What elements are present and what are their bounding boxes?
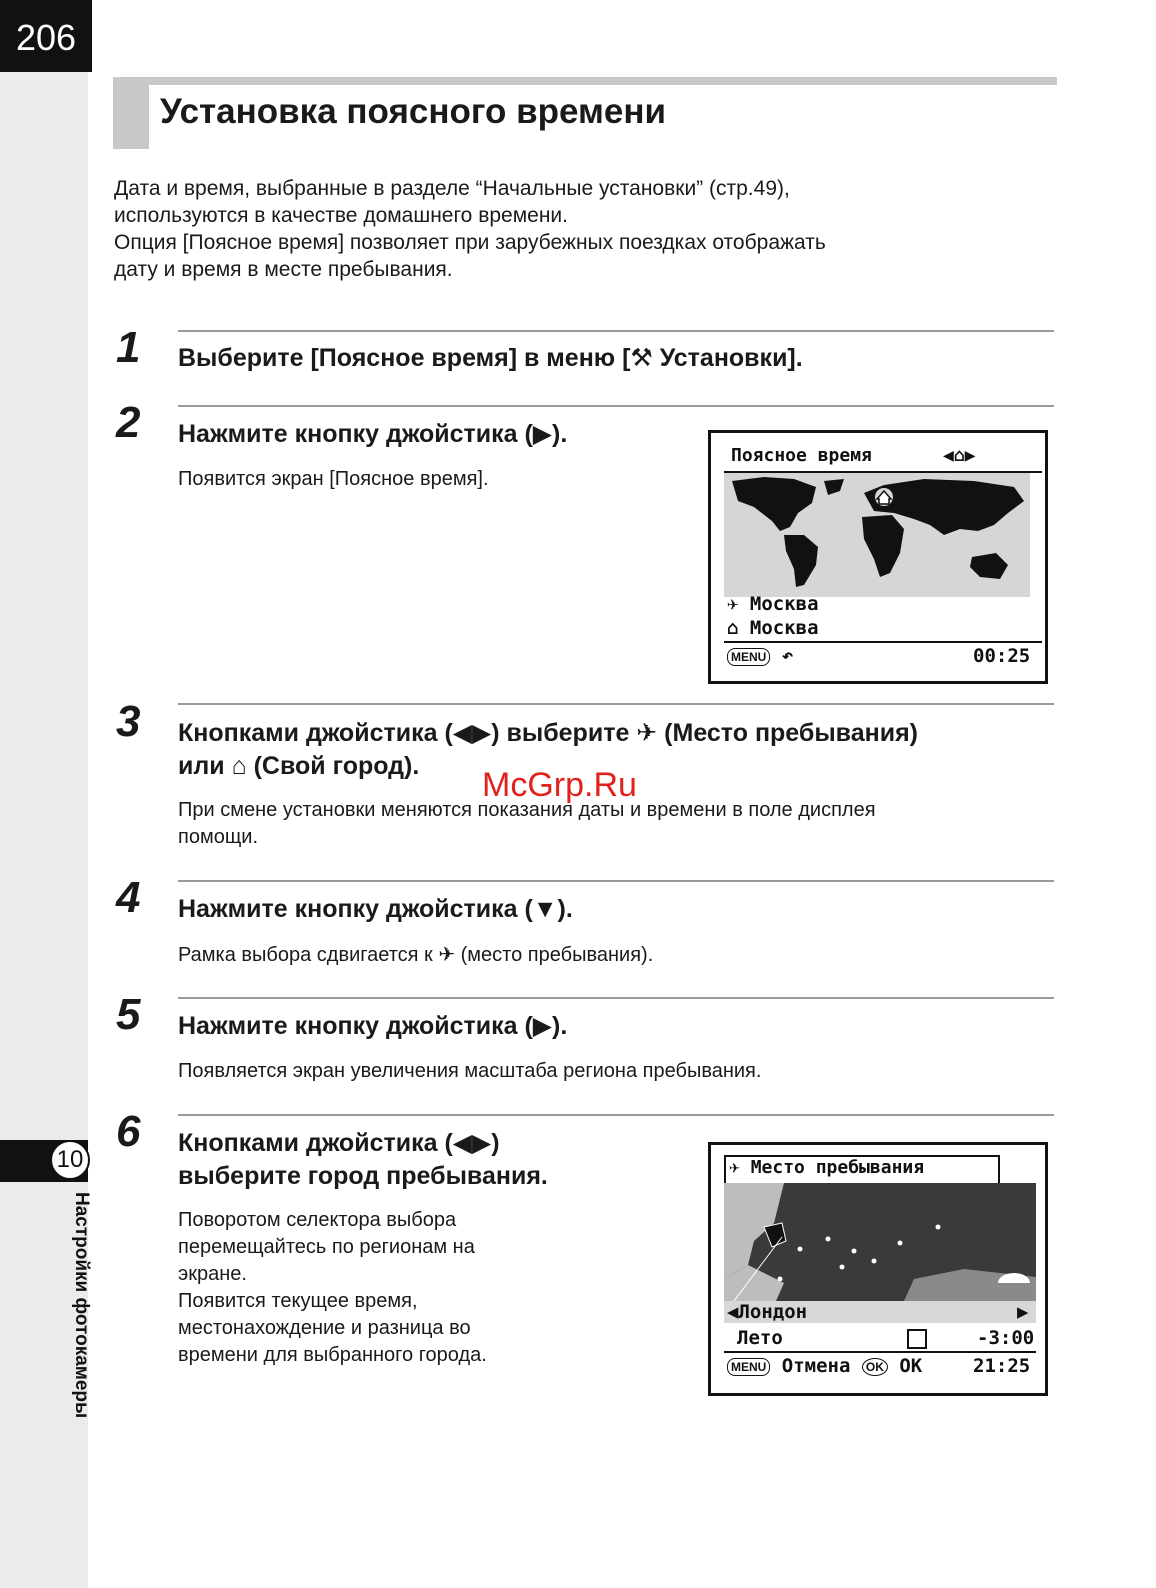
- step-body-line: Рамка выбора сдвигается к ✈ (место пребывания).: [178, 944, 654, 966]
- home-icon: ⌂: [727, 617, 739, 639]
- page-number: 206: [0, 0, 92, 72]
- right-arrow-icon: ▶: [1017, 1301, 1029, 1323]
- intro-line: Дата и время, выбранные в разделе “Начальные установки” (стр.49),: [114, 177, 790, 200]
- time-offset: -3:00: [977, 1327, 1035, 1349]
- step-body-line: экране.: [178, 1263, 247, 1285]
- step-body: [178, 1058, 761, 1085]
- chapter-title: Настройки фотокамеры: [71, 1192, 92, 1419]
- step-body: [178, 1207, 487, 1369]
- chapter-number: 10: [50, 1140, 90, 1180]
- destination-city: Москва: [749, 593, 819, 615]
- left-arrow-icon: ◀: [727, 1301, 739, 1323]
- step-number: 1: [116, 323, 141, 372]
- step-number: 2: [116, 398, 141, 447]
- title-bar: [113, 77, 149, 149]
- step-number: 3: [116, 697, 141, 746]
- step-divider: [178, 405, 1054, 407]
- destination-row: [727, 593, 819, 615]
- back-arrow-icon: ↶: [781, 645, 794, 667]
- step-divider: [178, 330, 1054, 332]
- screen-title-row: [729, 1157, 924, 1178]
- step-body: [178, 466, 489, 493]
- screen-divider: [724, 1351, 1036, 1353]
- menu-cancel-row: [727, 1355, 922, 1377]
- step-body-line: помощи.: [178, 826, 259, 848]
- summer-checkbox: [907, 1329, 927, 1349]
- step-number: 5: [116, 990, 141, 1039]
- step-heading: [178, 1127, 548, 1193]
- step-heading-line: или ⌂ (Свой город).: [178, 752, 420, 780]
- title-strip: [113, 77, 1057, 85]
- summer-label: Лето: [737, 1327, 783, 1349]
- step-heading-line: выберите город пребывания.: [178, 1162, 548, 1190]
- step-divider: [178, 880, 1054, 882]
- step-body-line: местонахождение и разница во: [178, 1317, 471, 1339]
- step-body-line: При смене установки меняются показания даты и времени в поле дисплея: [178, 799, 876, 821]
- ok-button: OK: [862, 1358, 888, 1376]
- step-number: 4: [116, 873, 141, 922]
- step-body-line: Появится экран [Поясное время].: [178, 468, 489, 490]
- step-heading-line: Кнопками джойстика (◀▶) выберите ✈ (Место пребывания): [178, 719, 919, 747]
- screen-time: 00:25: [973, 645, 1031, 667]
- step-heading: Нажмите кнопку джойстика (▶).: [178, 1012, 568, 1040]
- page-title: Установка поясного времени: [160, 92, 666, 131]
- step-body: [178, 797, 876, 851]
- step-heading: Выберите [Поясное время] в меню [⚒ Установки].: [178, 344, 803, 372]
- screen-divider: [724, 641, 1042, 643]
- world-map: [724, 473, 1030, 597]
- menu-button: MENU: [727, 1358, 770, 1376]
- step-number: 6: [116, 1107, 141, 1156]
- step-heading: Нажмите кнопку джойстика (▼).: [178, 895, 573, 923]
- step-body-line: времени для выбранного города.: [178, 1344, 487, 1366]
- step-heading-line: Кнопками джойстика (◀▶): [178, 1129, 500, 1157]
- menu-button: MENU: [727, 648, 770, 666]
- zone-arrows-icon: ◀⌂▶: [943, 445, 976, 466]
- step-body-line: Появится текущее время,: [178, 1290, 418, 1312]
- city-row: [727, 1301, 807, 1323]
- intro-text: [114, 175, 1014, 283]
- world-time-screen: [708, 430, 1048, 684]
- ok-label: OK: [899, 1355, 923, 1377]
- screen-time: 21:25: [973, 1355, 1031, 1377]
- destination-screen: [708, 1142, 1048, 1396]
- watermark: McGrp.Ru: [482, 766, 637, 804]
- step-divider: [178, 703, 1054, 705]
- screen-title: Поясное время: [731, 445, 872, 466]
- intro-line: используются в качестве домашнего времени.: [114, 204, 568, 227]
- step-body: [178, 942, 653, 969]
- europe-map: [724, 1183, 1036, 1301]
- step-body-line: Поворотом селектора выбора: [178, 1209, 457, 1231]
- airplane-icon: ✈: [729, 1157, 740, 1178]
- intro-line: дату и время в месте пребывания.: [114, 258, 453, 281]
- intro-line: Опция [Поясное время] позволяет при зарубежных поездках отображать: [114, 231, 826, 254]
- cancel-label: Отмена: [781, 1355, 851, 1377]
- step-divider: [178, 1114, 1054, 1116]
- menu-back-row: [727, 645, 793, 667]
- selected-city: Лондон: [738, 1301, 808, 1323]
- airplane-icon: ✈: [727, 593, 739, 615]
- step-heading: Нажмите кнопку джойстика (▶).: [178, 420, 568, 448]
- step-body-line: перемещайтесь по регионам на: [178, 1236, 475, 1258]
- home-city: Москва: [749, 617, 819, 639]
- step-divider: [178, 997, 1054, 999]
- home-row: [727, 617, 819, 639]
- screen-title: Место пребывания: [750, 1157, 925, 1178]
- step-body-line: Появляется экран увеличения масштаба региона пребывания.: [178, 1060, 762, 1082]
